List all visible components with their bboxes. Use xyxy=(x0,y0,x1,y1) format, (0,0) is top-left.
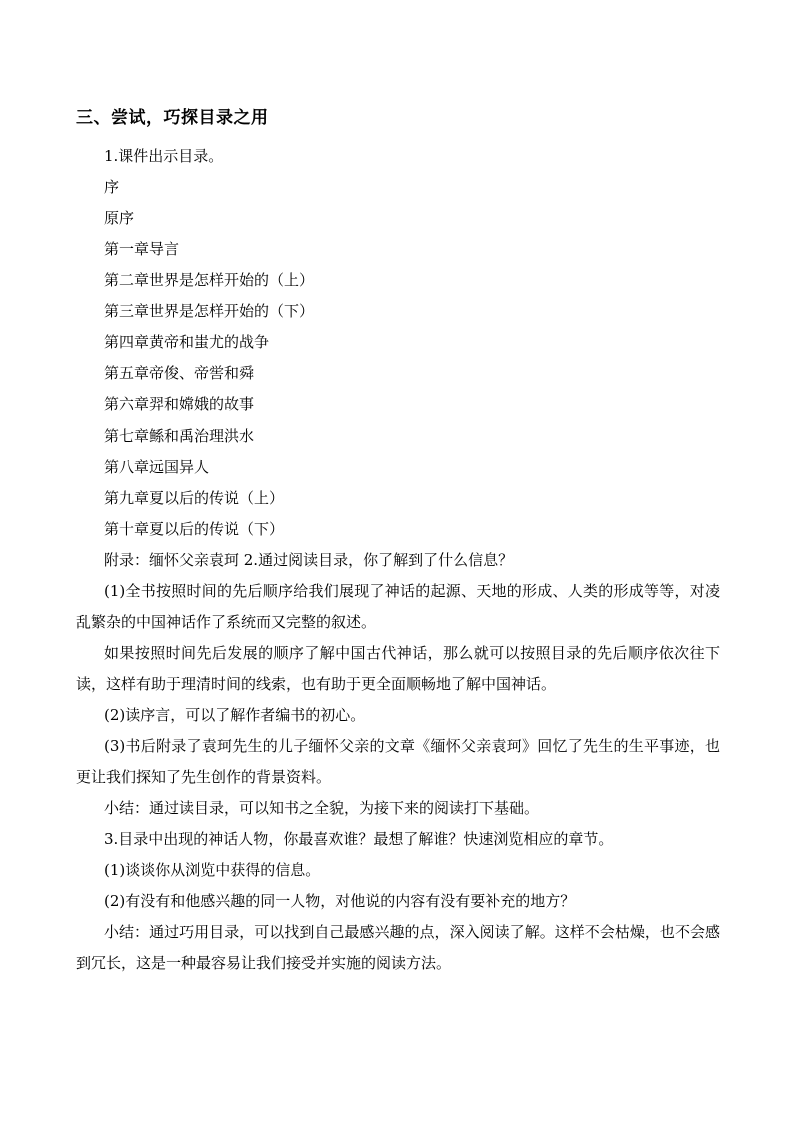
paragraph: (2)读序言，可以了解作者编书的初心。 xyxy=(104,706,366,724)
toc-item: 原序 xyxy=(104,209,135,227)
paragraph: 如果按照时间先后发展的顺序了解中国古代神话，那么就可以按照目录的先后顺序依次往下读，这样有助于理清时间的线索，也有助于更全面顺畅地了解中国神话。 xyxy=(76,644,720,693)
toc-item: 第八章远国异人 xyxy=(104,458,210,476)
toc-item: 第七章鲧和禹治理洪水 xyxy=(104,427,255,445)
toc-item: 第十章夏以后的传说（下） xyxy=(104,520,285,538)
step-1: 1.课件出示目录。 xyxy=(104,147,224,165)
section-heading: 三、尝试，巧探目录之用 xyxy=(76,108,269,128)
toc-item: 第二章世界是怎样开始的（上） xyxy=(104,271,315,289)
summary-paragraph: 小结：通过读目录，可以知书之全貌，为接下来的阅读打下基础。 xyxy=(104,799,540,817)
toc-item: 序 xyxy=(104,178,120,196)
paragraph: 3.目录中出现的神话人物，你最喜欢谁？最想了解谁？快速浏览相应的章节。 xyxy=(104,830,614,848)
toc-item: 第四章黄帝和蚩尤的战争 xyxy=(104,333,270,351)
toc-item: 第九章夏以后的传说（上） xyxy=(104,489,285,507)
paragraph: (1)谈谈你从浏览中获得的信息。 xyxy=(104,861,321,879)
toc-item: 第一章导言 xyxy=(104,240,180,258)
summary-paragraph: 小结：通过巧用目录，可以找到自己最感兴趣的点，深入阅读了解。这样不会枯燥，也不会感到冗长，这是一种最容易让我们接受并实施的阅读方法。 xyxy=(76,923,720,972)
appendix-line: 附录：缅怀父亲袁珂 2.通过阅读目录，你了解到了什么信息？ xyxy=(104,551,514,569)
toc-item: 第六章羿和嫦娥的故事 xyxy=(104,395,255,413)
paragraph: (2)有没有和他感兴趣的同一人物，对他说的内容有没有要补充的地方？ xyxy=(104,892,576,910)
toc-item: 第三章世界是怎样开始的（下） xyxy=(104,302,315,320)
paragraph: (1)全书按照时间的先后顺序给我们展现了神话的起源、天地的形成、人类的形成等等，对凌乱繁杂的中国神话作了系统而又完整的叙述。 xyxy=(76,582,720,631)
paragraph: (3)书后附录了袁珂先生的儿子缅怀父亲的文章《缅怀父亲袁珂》回忆了先生的生平事迹，也更让我们探知了先生创作的背景资料。 xyxy=(76,737,720,786)
toc-item: 第五章帝俊、帝喾和舜 xyxy=(104,364,255,382)
